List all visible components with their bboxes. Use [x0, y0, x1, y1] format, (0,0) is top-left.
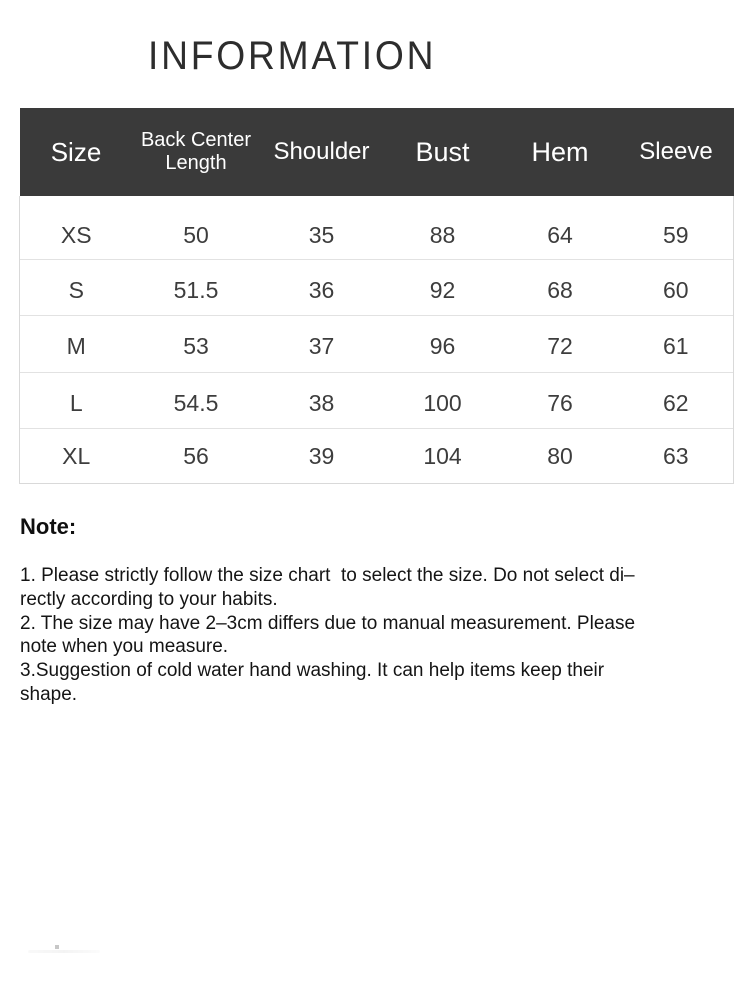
column-header-shoulder — [260, 108, 384, 196]
cell-hem: 64 — [547, 221, 573, 248]
cell-sleeve: 63 — [619, 428, 734, 483]
table-row-xs — [20, 196, 734, 259]
cell-shoulder: 39 — [260, 428, 384, 483]
cell-size-label: L — [20, 372, 133, 428]
note-text — [20, 564, 734, 707]
cell-back-center-length: 50 — [183, 221, 209, 248]
cell-back-center-length: 53 — [133, 315, 260, 372]
column-header-back-center-length — [133, 108, 260, 196]
cell-bust: 88 — [429, 221, 456, 248]
column-header-label: Hem — [531, 136, 589, 167]
cell-bust: 96 — [384, 315, 502, 372]
cell-size-label: M — [20, 315, 133, 372]
table-row-s — [20, 259, 734, 315]
cell-hem: 76 — [502, 372, 619, 428]
column-header-label: Bust — [415, 136, 470, 167]
column-header-label: Sleeve — [639, 138, 713, 165]
cell-back-center-length: 51.5 — [133, 259, 260, 315]
note-line-3: 2. The size may have 2–3cm differs due to manual measurement. Please — [20, 612, 636, 634]
cell-shoulder: 38 — [260, 372, 384, 428]
cell-shoulder: 36 — [260, 259, 384, 315]
size-chart-table — [19, 108, 734, 484]
cell-hem: 80 — [502, 428, 619, 483]
cell-bust: 100 — [384, 372, 502, 428]
cell-shoulder: 35 — [308, 221, 335, 248]
column-header-label: Shoulder — [273, 138, 370, 165]
column-header-label: Size — [50, 136, 102, 167]
column-header-hem — [502, 108, 619, 196]
note-line-4: note when you measure. — [20, 636, 229, 658]
note-line-6: shape. — [20, 683, 78, 705]
note-line-5: 3.Suggestion of cold water hand washing. It can help items keep their — [20, 660, 605, 682]
column-header-sleeve — [619, 108, 734, 196]
column-header-bust — [384, 108, 502, 196]
cell-hem: 68 — [502, 259, 619, 315]
cell-bust: 104 — [384, 428, 502, 483]
cell-size-label: XL — [20, 428, 133, 483]
smudge-dot — [55, 945, 59, 949]
cell-size-label: XS — [20, 196, 133, 259]
smudge-mark — [28, 950, 100, 953]
table-row-m — [20, 315, 734, 372]
cell-size-label: S — [20, 259, 133, 315]
cell-back-center-length: 56 — [133, 428, 260, 483]
note-line-1: 1. Please strictly follow the size chart to select the size. Do not select di– — [20, 565, 635, 586]
size-chart-header-row — [20, 108, 734, 196]
cell-hem: 72 — [502, 315, 619, 372]
column-header-size — [20, 108, 133, 196]
note-heading: Note: — [20, 514, 77, 539]
cell-shoulder: 37 — [260, 315, 384, 372]
table-row-xl — [20, 428, 734, 483]
cell-sleeve: 60 — [619, 259, 734, 315]
cell-sleeve: 59 — [619, 196, 734, 259]
cell-sleeve: 61 — [619, 315, 734, 372]
column-header-label: Back Center Length — [140, 129, 252, 174]
watermark-artifact — [28, 942, 100, 958]
page-title: INFORMATION — [148, 34, 437, 78]
cell-back-center-length: 54.5 — [133, 372, 260, 428]
note-line-2: rectly according to your habits. — [20, 588, 278, 610]
cell-sleeve: 62 — [619, 372, 734, 428]
cell-bust: 92 — [384, 259, 502, 315]
table-row-l — [20, 372, 734, 428]
